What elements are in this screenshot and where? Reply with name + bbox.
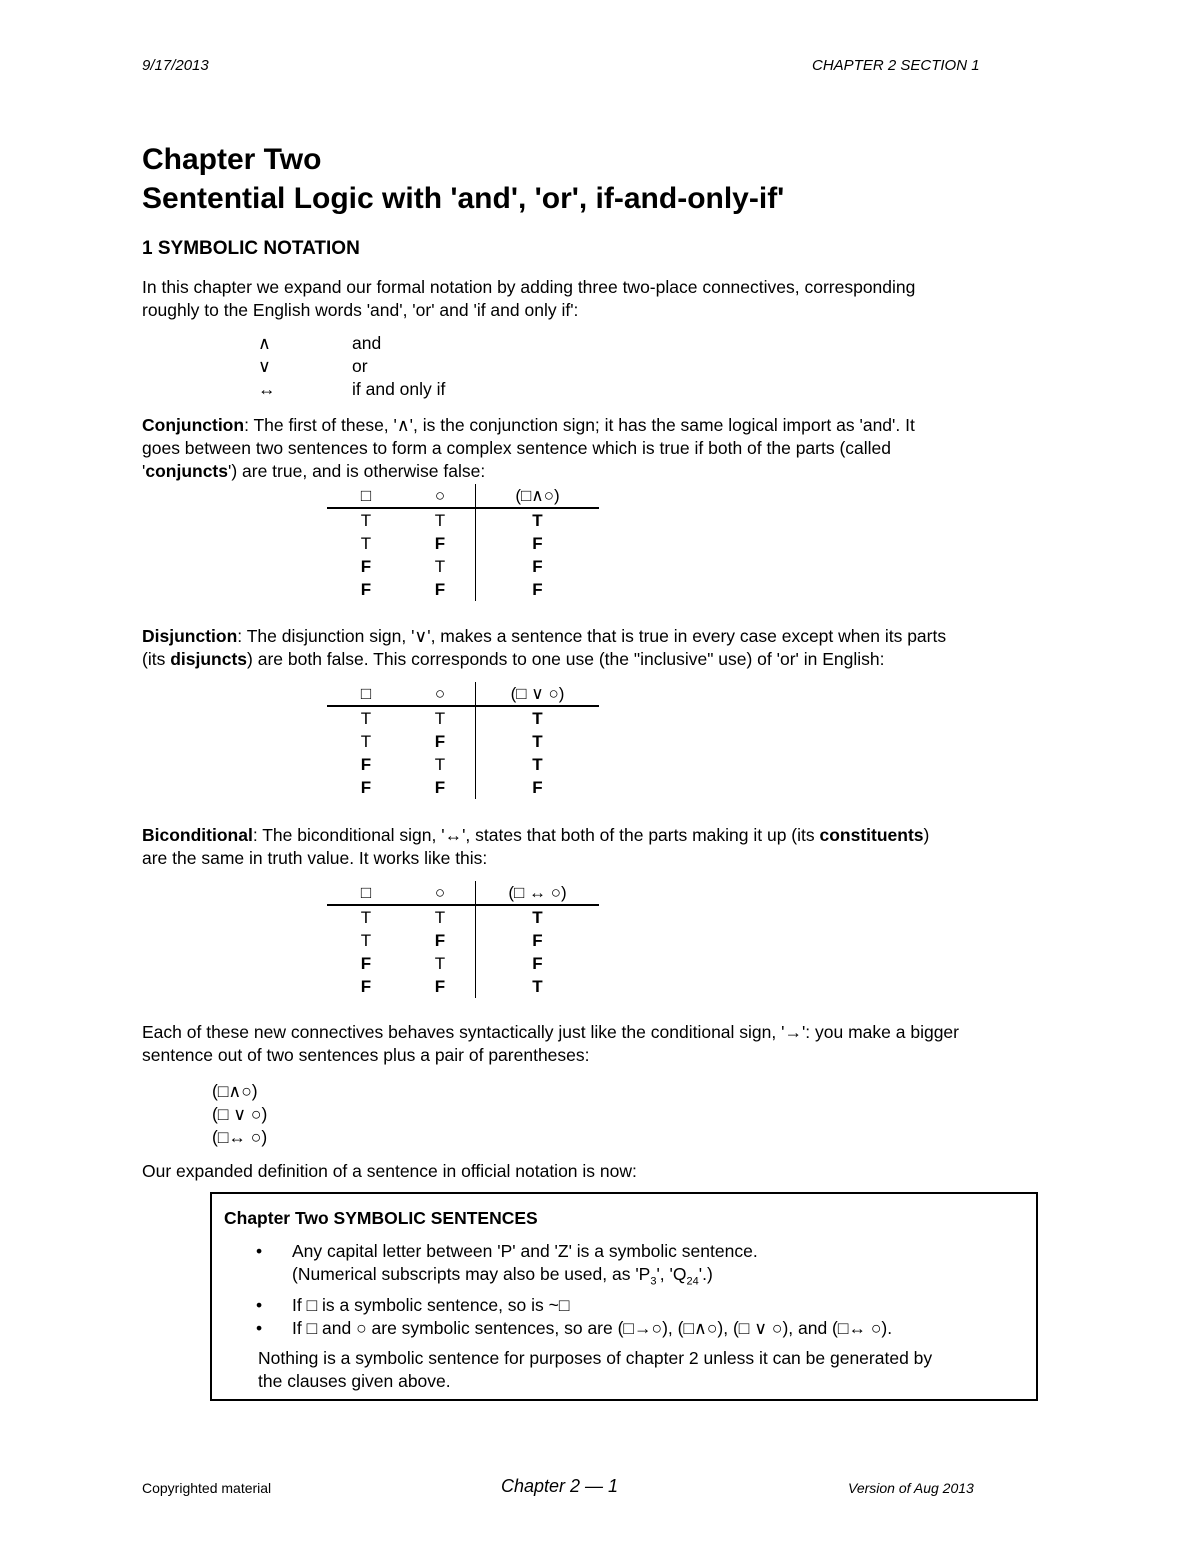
conjunction-paragraph xyxy=(142,414,1072,483)
table-cell: T xyxy=(360,731,372,751)
table-header-formula: (□∧○) xyxy=(476,484,600,508)
table-cell: F xyxy=(360,777,372,797)
box-note xyxy=(258,1347,1028,1393)
table-row xyxy=(327,952,599,975)
table-row xyxy=(327,905,599,929)
table-result: F xyxy=(476,952,600,975)
disjunction-paragraph xyxy=(142,625,1072,671)
connective-row xyxy=(0,333,1200,356)
table-header-p: □ xyxy=(327,881,405,905)
list-item xyxy=(212,1317,1032,1340)
table-cell: F xyxy=(434,579,446,599)
bullet-icon: • xyxy=(256,1241,263,1261)
item-2: If □ is a symbolic sentence, so is ~□ xyxy=(292,1294,570,1315)
or-symbol: ∨ xyxy=(258,356,271,376)
table-header-formula: (□ ↔ ○) xyxy=(476,881,600,905)
subscript: 24 xyxy=(686,1275,699,1288)
item-1-text-a: (Numerical subscripts may also be used, as 'P xyxy=(292,1264,651,1284)
connective-row xyxy=(0,356,1200,379)
table-header-q: ○ xyxy=(405,682,476,706)
table-result: T xyxy=(476,905,600,929)
table-cell: F xyxy=(360,579,372,599)
or-label: or xyxy=(352,356,368,376)
example-formula: (□↔ ○) xyxy=(212,1127,268,1147)
table-cell: T xyxy=(360,930,372,950)
biconditional-text-2: are the same in truth value. It works like this: xyxy=(142,848,488,868)
syntax-paragraph xyxy=(142,1021,1072,1067)
table-cell: T xyxy=(434,708,446,728)
conjunction-term: Conjunction xyxy=(142,415,245,435)
table-row xyxy=(327,706,599,730)
table-header-q: ○ xyxy=(405,484,476,508)
subscript: 3 xyxy=(650,1275,657,1288)
table-result: F xyxy=(476,929,600,952)
table-cell: F xyxy=(360,754,372,774)
table-cell: F xyxy=(434,731,446,751)
conjunction-text-1: : The first of these, '∧', is the conjunction sign; it has the same logical import as 'and'. It xyxy=(244,415,915,435)
item-1-line-1: Any capital letter between 'P' and 'Z' is a symbolic sentence. xyxy=(292,1241,758,1261)
table-row xyxy=(327,555,599,578)
table-row xyxy=(327,730,599,753)
item-1-text-b: ', 'Q xyxy=(656,1264,687,1284)
table-result: T xyxy=(476,730,600,753)
table-row xyxy=(327,532,599,555)
list-item xyxy=(212,1294,1032,1317)
disjunction-truth-table xyxy=(327,682,599,799)
table-cell: F xyxy=(434,930,446,950)
table-result: T xyxy=(476,975,600,998)
footer-version: Version of Aug 2013 xyxy=(848,1480,974,1496)
intro-paragraph xyxy=(142,276,1072,322)
and-label: and xyxy=(352,333,382,353)
connective-row xyxy=(0,379,1200,402)
conjunction-truth-table xyxy=(327,484,599,601)
table-row xyxy=(327,753,599,776)
table-cell: T xyxy=(434,953,446,973)
disjuncts-term: disjuncts xyxy=(170,649,248,669)
table-cell: T xyxy=(360,533,372,553)
item-3: If □ and ○ are symbolic sentences, so are (□→○), (□∧○), (□ ∨ ○), and (□↔ ○). xyxy=(292,1317,893,1338)
table-result: T xyxy=(476,706,600,730)
item-1-text-c: '.) xyxy=(698,1264,713,1284)
biconditional-close: ) xyxy=(923,825,930,845)
definition-box xyxy=(210,1192,1038,1401)
table-cell: T xyxy=(434,754,446,774)
conjuncts-term: conjuncts xyxy=(145,461,228,481)
table-result: F xyxy=(476,532,600,555)
syntax-line-2: sentence out of two sentences plus a pair of parentheses: xyxy=(142,1045,590,1065)
disjunction-text-2: ) are both false. This corresponds to one use (the "inclusive" use) of 'or' in English: xyxy=(247,649,885,669)
table-cell: F xyxy=(360,556,372,576)
intro-line-2: roughly to the English words 'and', 'or' and 'if and only if': xyxy=(142,300,579,320)
table-header-p: □ xyxy=(327,682,405,706)
footer-copyright: Copyrighted material xyxy=(142,1480,272,1496)
definition-intro: Our expanded definition of a sentence in official notation is now: xyxy=(142,1161,637,1181)
chapter-title: Chapter Two xyxy=(142,143,322,176)
definition-list xyxy=(212,1240,1032,1340)
and-symbol: ∧ xyxy=(258,333,271,353)
table-row xyxy=(327,929,599,952)
table-row xyxy=(327,508,599,532)
iff-label: if and only if xyxy=(352,379,446,399)
bullet-icon: • xyxy=(256,1294,263,1315)
table-cell: F xyxy=(434,976,446,996)
table-cell: T xyxy=(360,907,372,927)
example-formula: (□∧○) xyxy=(212,1081,258,1101)
table-cell: T xyxy=(434,556,446,576)
disjunction-term: Disjunction xyxy=(142,626,238,646)
example-formula: (□ ∨ ○) xyxy=(212,1104,268,1124)
table-header-formula: (□ ∨ ○) xyxy=(476,682,600,706)
intro-line-1: In this chapter we expand our formal notation by adding three two-place connectives, corresponding xyxy=(142,277,916,297)
table-cell: T xyxy=(360,510,372,530)
table-result: F xyxy=(476,776,600,799)
table-cell: T xyxy=(360,708,372,728)
list-item xyxy=(212,1240,1032,1294)
disjunction-text-1: : The disjunction sign, '∨', makes a sentence that is true in every case except when its parts xyxy=(237,626,947,646)
conjunction-text-3: ') are true, and is otherwise false: xyxy=(228,461,486,481)
table-row xyxy=(327,975,599,998)
conjunction-text-2: goes between two sentences to form a complex sentence which is true if both of the parts (called xyxy=(142,438,892,458)
table-result: T xyxy=(476,753,600,776)
table-cell: F xyxy=(434,777,446,797)
note-line-2: the clauses given above. xyxy=(258,1371,451,1391)
iff-symbol: ↔ xyxy=(258,379,276,399)
table-result: T xyxy=(476,508,600,532)
table-result: F xyxy=(476,578,600,601)
biconditional-text-1: : The biconditional sign, '↔', states that both of the parts making it up (its xyxy=(252,825,820,845)
biconditional-term: Biconditional xyxy=(142,825,253,845)
table-cell: T xyxy=(434,510,446,530)
table-header-q: ○ xyxy=(405,881,476,905)
header-date: 9/17/2013 xyxy=(142,57,209,74)
example-list xyxy=(212,1080,267,1149)
table-row xyxy=(327,578,599,601)
biconditional-truth-table xyxy=(327,881,599,998)
header-section: CHAPTER 2 SECTION 1 xyxy=(812,57,980,74)
quote-mark: ' xyxy=(142,461,146,481)
section-heading: 1 SYMBOLIC NOTATION xyxy=(142,238,360,259)
syntax-line-1: Each of these new connectives behaves syntactically just like the conditional sign, '→': you make a bigger xyxy=(142,1022,959,1042)
table-cell: F xyxy=(360,953,372,973)
note-line-1: Nothing is a symbolic sentence for purposes of chapter 2 unless it can be generated by xyxy=(258,1348,933,1368)
table-cell: F xyxy=(360,976,372,996)
disjunction-open: (its xyxy=(142,649,171,669)
bullet-icon: • xyxy=(256,1317,263,1338)
biconditional-paragraph xyxy=(142,824,1072,870)
footer-page-number: Chapter 2 — 1 xyxy=(501,1476,619,1496)
table-result: F xyxy=(476,555,600,578)
table-cell: T xyxy=(434,907,446,927)
table-row xyxy=(327,776,599,799)
box-title: Chapter Two SYMBOLIC SENTENCES xyxy=(224,1208,538,1228)
table-header-p: □ xyxy=(327,484,405,508)
item-1-line-2 xyxy=(292,1263,1032,1294)
constituents-term: constituents xyxy=(819,825,924,845)
table-cell: F xyxy=(434,533,446,553)
connectives-list xyxy=(0,333,1200,402)
chapter-subtitle: Sentential Logic with 'and', 'or', if-and-only-if' xyxy=(142,182,785,215)
